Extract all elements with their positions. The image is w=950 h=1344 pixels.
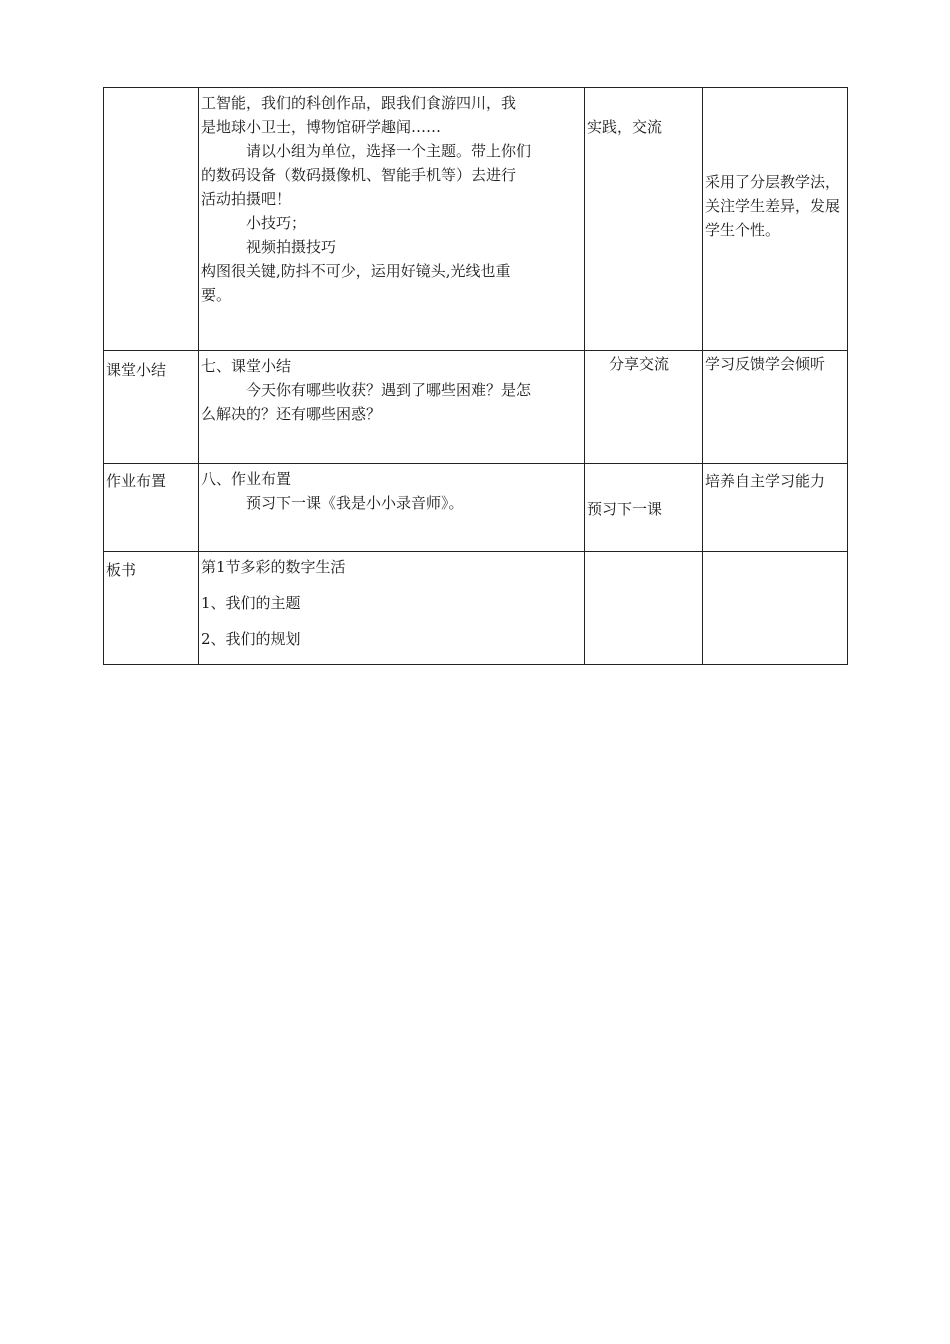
design-note: 采用了分层教学法，关注学生差异，发展学生个性。 [705, 173, 841, 239]
design-note-cell [703, 464, 848, 552]
table-row [104, 464, 848, 552]
design-note: 培养自主学习能力 [705, 472, 826, 490]
content-line: 是地球小卫士，博物馆研学趣闻…… [201, 118, 442, 136]
activity-cell [585, 464, 703, 552]
content-cell [199, 351, 585, 464]
content-line: 视频拍摄技巧 [246, 238, 337, 256]
student-activity: 预习下一课 [587, 500, 663, 518]
activity-cell [585, 88, 703, 351]
content-line: 今天你有哪些收获？遇到了哪些困难？是怎 [246, 381, 532, 399]
student-activity: 分享交流 [609, 355, 670, 373]
content-line: 构图很关键,防抖不可少，运用好镜头,光线也重 [201, 262, 511, 280]
section-label: 板书 [106, 561, 137, 579]
content-line: 七、课堂小结 [201, 357, 292, 375]
section-cell [104, 88, 199, 351]
content-line: 工智能，我们的科创作品，跟我们食游四川，我 [201, 94, 517, 112]
design-note: 学习反馈学会倾听 [705, 355, 826, 373]
content-cell [199, 464, 585, 552]
design-note-cell [703, 88, 848, 351]
content-line: 么解决的？还有哪些困惑？ [201, 405, 382, 423]
section-label: 课堂小结 [106, 361, 167, 379]
blackboard-title: 第1节多彩的数字生活 [201, 558, 346, 576]
design-note-cell [703, 351, 848, 464]
blackboard-line: 1、我们的主题 [201, 594, 301, 612]
content-line: 预习下一课《我是小小录音师》。 [246, 494, 464, 512]
content-line: 八、作业布置 [201, 470, 292, 488]
section-cell [104, 552, 199, 665]
blackboard-line: 2、我们的规划 [201, 630, 301, 648]
activity-cell [585, 351, 703, 464]
table-row [104, 351, 848, 464]
section-cell [104, 464, 199, 552]
section-label: 作业布置 [106, 472, 167, 490]
lesson-plan-table [103, 87, 848, 665]
student-activity: 实践，交流 [587, 118, 663, 136]
activity-cell [585, 552, 703, 665]
content-line: 活动拍摄吧！ [201, 190, 292, 208]
design-note-cell [703, 552, 848, 665]
content-line: 的数码设备（数码摄像机、智能手机等）去进行 [201, 166, 517, 184]
table-row [104, 552, 848, 665]
table-row [104, 88, 848, 351]
content-cell [199, 552, 585, 665]
content-line: 请以小组为单位，选择一个主题。带上你们 [246, 142, 532, 160]
content-line: 要。 [201, 286, 232, 304]
content-line: 小技巧； [246, 214, 307, 232]
section-cell [104, 351, 199, 464]
content-cell [199, 88, 585, 351]
